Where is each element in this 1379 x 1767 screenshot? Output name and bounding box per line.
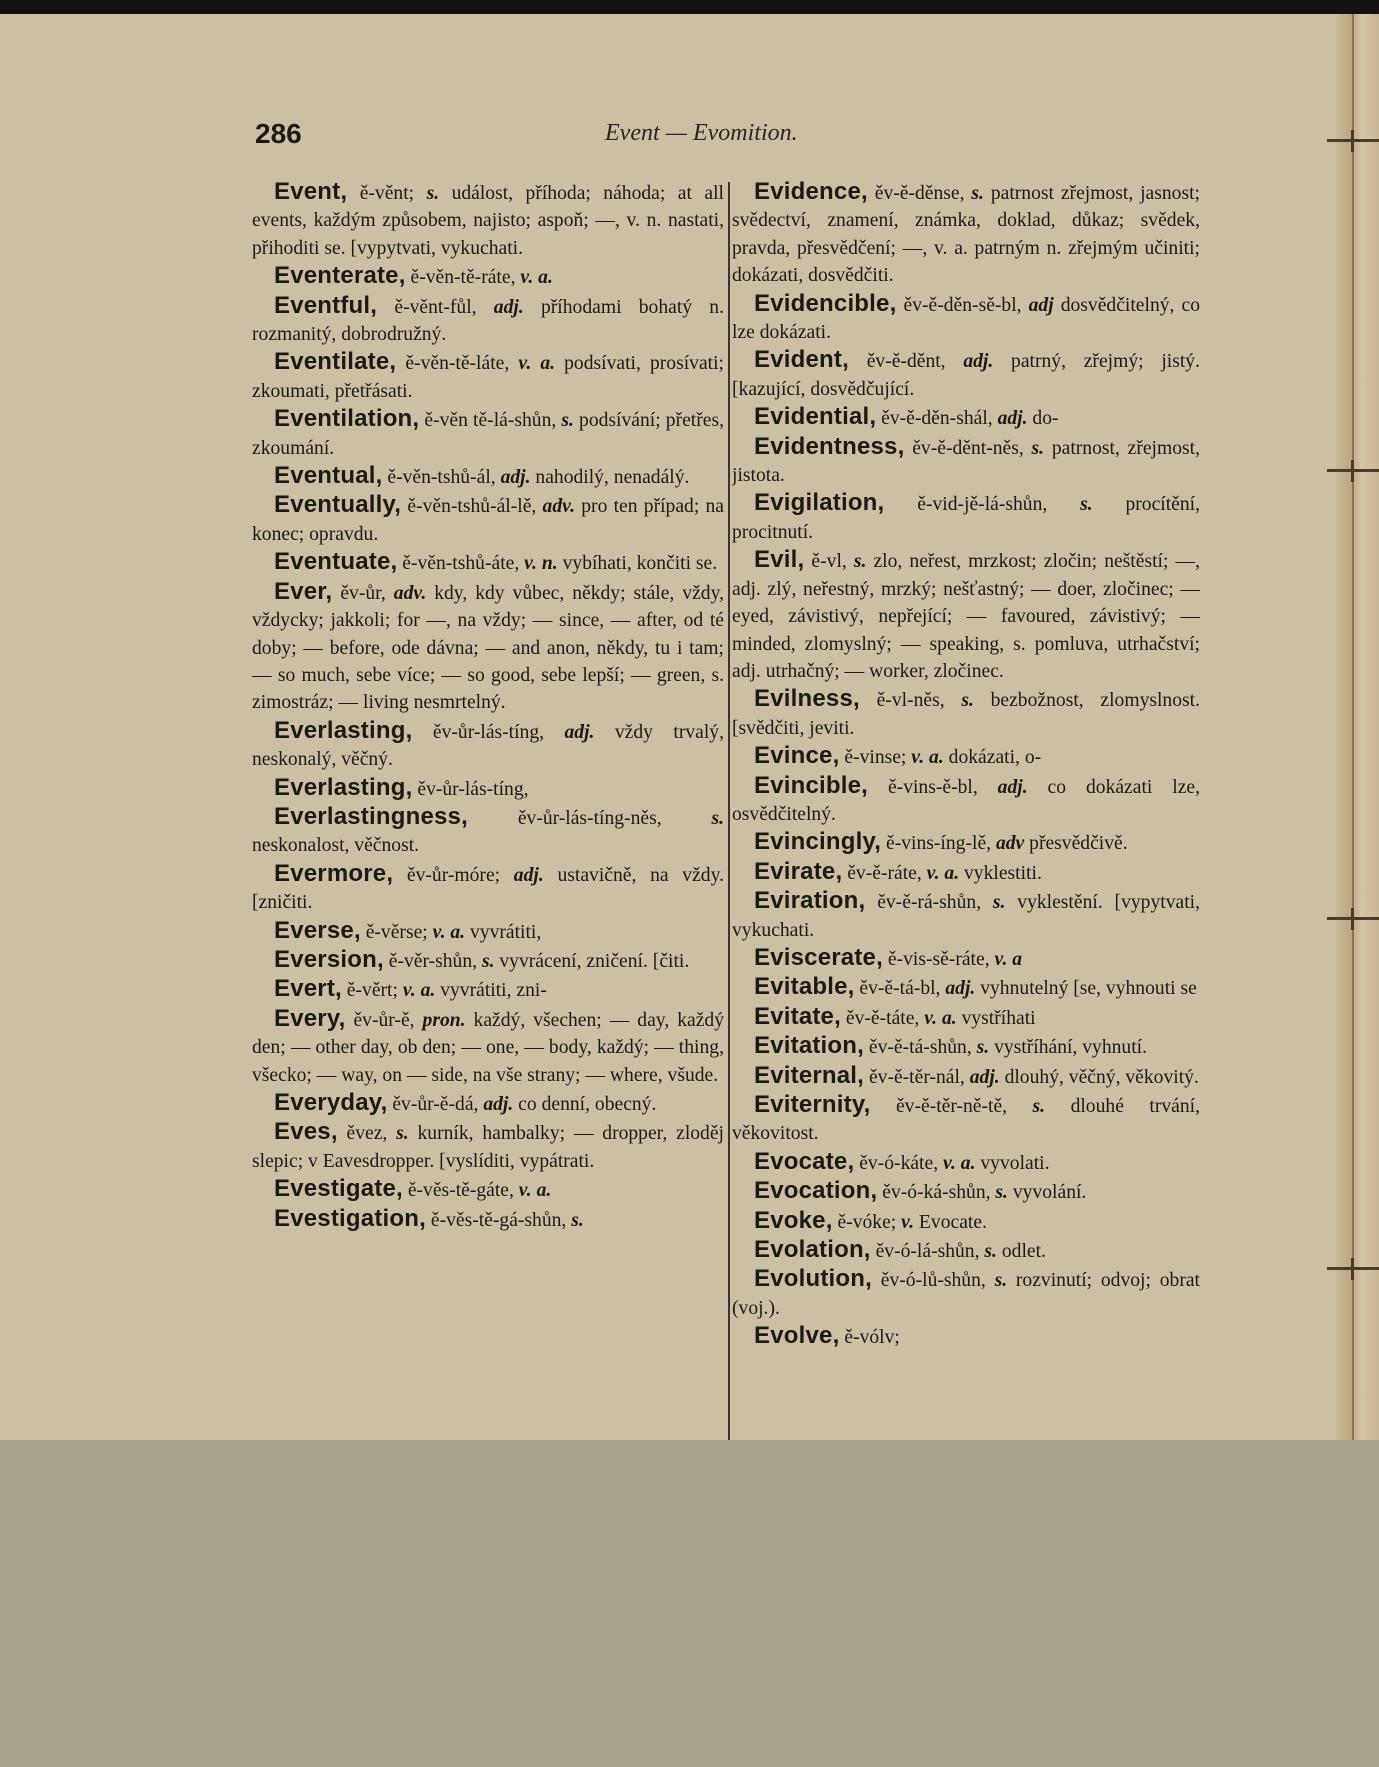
dictionary-entry [252, 975, 724, 1004]
headword: Evolution, [754, 1265, 872, 1293]
pronunciation: ě-věr-shůn, [383, 950, 478, 972]
definition: přesvědčivě. [1024, 833, 1128, 855]
headword: Eviternity, [754, 1091, 871, 1118]
headword: Eviscerate, [754, 943, 883, 971]
headword: Eves, [274, 1118, 338, 1146]
pronunciation: ěv-ě-táte, [840, 1007, 920, 1029]
grammar-label: s. [964, 183, 984, 204]
pronunciation: ě-vins-íng-lě, [881, 833, 992, 855]
grammar-label: adj. [544, 721, 595, 743]
grammar-label: v. a. [938, 1152, 976, 1174]
headword: Eversion, [274, 945, 384, 973]
definition: vyhnutelný [se, vyhnouti se [975, 978, 1197, 1000]
dictionary-entry [732, 178, 1200, 290]
pronunciation: ěv-ó-lů-shůn, [872, 1270, 986, 1292]
definition: bezbožnost, zlomyslnost. [svědčiti, jeviti. [732, 690, 1200, 739]
dictionary-entry [252, 946, 724, 975]
headword: Everse, [274, 916, 361, 944]
headword: Evidence, [754, 178, 868, 205]
grammar-label: adj [1021, 294, 1054, 316]
pronunciation: ěv-ůr-lás-tíng, [412, 778, 529, 800]
dictionary-entry [732, 742, 1200, 771]
definition: patrnost, zřejmost, jistota. [732, 437, 1200, 487]
grammar-label: s. [990, 1182, 1008, 1204]
pronunciation: ě-věnt; [347, 183, 415, 204]
definition: neskonalost, věčnost. [252, 835, 420, 857]
headword: Eventilation, [274, 405, 420, 433]
dictionary-entry [732, 489, 1200, 546]
dictionary-entry [732, 1032, 1200, 1061]
pronunciation: ě-věn-tshů-áte, [397, 553, 520, 575]
headword: Every, [274, 1004, 346, 1032]
pronunciation: ě-vóke; [832, 1211, 897, 1233]
pronunciation: ě-věrt; [341, 980, 398, 1002]
headword: Evocate, [754, 1147, 855, 1175]
definition: co dokázati lze, osvědčitelný. [732, 776, 1200, 825]
registration-mark-icon [1327, 1258, 1379, 1280]
grammar-label: adv. [385, 582, 427, 604]
definition: vyvrátiti, [465, 921, 542, 943]
pronunciation: ěv-ě-děnt-něs, [904, 437, 1024, 459]
definition: nahodilý, nenadálý. [530, 467, 690, 489]
pronunciation: ě-vinse; [839, 747, 907, 769]
headword: Evilness, [754, 685, 860, 713]
pronunciation: ě-věnt-fůl, [377, 296, 477, 318]
pronunciation: ěv-ě-děn-sě-bl, [896, 294, 1022, 316]
headword: Evident, [754, 346, 849, 374]
pronunciation: ě-vins-ě-bl, [868, 776, 978, 798]
definition: ustavičně, na vždy. [zničiti. [252, 864, 724, 914]
registration-mark-icon [1327, 908, 1379, 930]
definition: dokázati, o- [943, 747, 1042, 769]
definition: pro ten případ; na konec; opravdu. [252, 496, 724, 545]
definition: vyvrátiti, zni- [435, 980, 547, 1002]
dictionary-entry [252, 860, 724, 917]
headword: Evermore, [274, 859, 394, 887]
grammar-label: v. a. [919, 1007, 957, 1029]
grammar-label: s. [1023, 437, 1045, 459]
right-column [732, 178, 1200, 1440]
pronunciation: ě-vl, [804, 551, 847, 573]
dictionary-entry [252, 1005, 724, 1089]
dictionary-entry [252, 405, 724, 462]
grammar-label: adj. [940, 978, 976, 1000]
grammar-label: v. a. [397, 980, 436, 1002]
definition: patrný, zřejmý; jistý. [kazující, dosvědčující. [732, 351, 1200, 400]
pronunciation: ěv-ě-ráte, [842, 862, 922, 884]
headword: Everlastingness, [274, 802, 468, 830]
dictionary-entry [252, 491, 724, 548]
dictionary-entry [732, 1062, 1200, 1091]
pronunciation: ěv-ůr, [332, 582, 386, 604]
definition: podsívati, prosívati; zkoumati, přetřásati. [252, 353, 724, 402]
pronunciation: ěv-ě-děnt, [848, 351, 946, 373]
pronunciation: ě-věrse; [360, 921, 428, 943]
grammar-label: v. a. [509, 353, 556, 375]
headword: Eventually, [274, 491, 402, 519]
headword: Evigilation, [754, 489, 885, 517]
definition: dlouhý, věčný, věkovitý. [999, 1066, 1199, 1088]
dictionary-entry [732, 858, 1200, 887]
grammar-label: s. [944, 690, 974, 712]
definition: kdy, kdy vůbec, někdy; stále, vždy, vždycky; jakkoli; for —, na vždy; — since, — after, od té doby; — before, ode dávna; — and anon, někdy, tu i tam; — so much, sebe více; — so good, sebe lepší; — green, s. zimostráz; — living nesmrtelný. [252, 582, 724, 714]
dictionary-entry [732, 944, 1200, 973]
grammar-label: s. [979, 1241, 997, 1263]
pronunciation: ěv-ůr-móre; [393, 864, 501, 886]
column-divider [728, 182, 730, 1440]
pronunciation: ě-věn tě-lá-shůn, [419, 410, 557, 432]
pronunciation: ěv-ě-rá-shůn, [865, 892, 982, 914]
definition: vyvolati. [975, 1152, 1050, 1174]
pronunciation: ěv-ó-ká-shůn, [877, 1182, 991, 1204]
headword: Everlasting, [274, 716, 413, 744]
dictionary-entry [252, 1089, 724, 1118]
headword: Eventuate, [274, 548, 398, 576]
headword: Evidential, [754, 403, 877, 431]
definition: vždy trvalý, neskonalý, věčný. [252, 721, 724, 771]
dictionary-entry [732, 973, 1200, 1002]
pronunciation: ěv-ě-děn-shál, [876, 408, 993, 430]
pronunciation: ě-věn-tshů-ál, [382, 467, 496, 489]
definition: vyvolání. [1007, 1182, 1087, 1204]
definition: dlouhé trvání, věkovitost. [732, 1096, 1200, 1145]
running-head: Event — Evomition. [605, 120, 798, 146]
headword: Ever, [274, 577, 333, 605]
definition: Evocate. [914, 1211, 987, 1233]
grammar-label: adj. [495, 467, 531, 489]
grammar-label: s. [1047, 494, 1093, 516]
definition: rozvinutí; odvoj; obrat (voj.). [732, 1270, 1200, 1319]
grammar-label: s. [981, 892, 1006, 914]
grammar-label: adv. [536, 496, 576, 518]
dictionary-entry [252, 348, 724, 405]
dictionary-entry [732, 403, 1200, 432]
dictionary-entry [252, 178, 724, 262]
pronunciation: ě-vl-něs, [859, 690, 945, 712]
headword: Evitation, [754, 1032, 865, 1060]
grammar-label: adj. [945, 351, 994, 373]
grammar-label: s. [971, 1037, 990, 1059]
definition: odlet. [996, 1241, 1046, 1263]
dictionary-entry [252, 262, 724, 291]
dictionary-entry [732, 290, 1200, 347]
dictionary-entry [252, 917, 724, 946]
dictionary-entry [732, 433, 1200, 490]
grammar-label: v. a. [427, 921, 466, 943]
grammar-label: v. a. [515, 267, 553, 289]
page-header [255, 118, 855, 154]
pronunciation: ěv-ě-těr-ně-tě, [870, 1096, 1008, 1117]
grammar-label: v. a. [513, 1180, 552, 1202]
dictionary-entry [732, 772, 1200, 829]
definition: vyklestění. [vypytvati, vykuchati. [732, 892, 1200, 941]
grammar-label: s. [661, 807, 724, 829]
dictionary-entry [732, 1322, 1200, 1351]
headword: Evincingly, [754, 828, 882, 856]
grammar-label: s. [477, 950, 495, 972]
grammar-label: s. [566, 1209, 584, 1231]
pronunciation: ěv-ůr-lás-tíng-něs, [467, 807, 662, 829]
dictionary-entry [252, 548, 724, 577]
grammar-label: v. n. [519, 553, 558, 575]
headword: Evert, [274, 975, 342, 1003]
headword: Evidencible, [754, 289, 897, 317]
grammar-label: v. [896, 1211, 915, 1233]
page-gutter-edge [1336, 14, 1379, 1440]
grammar-label: s. [387, 1123, 409, 1145]
dictionary-entry [732, 1091, 1200, 1148]
registration-mark-icon [1327, 130, 1379, 152]
grammar-label: v. a. [921, 862, 960, 884]
pronunciation: ěv-ě-těr-nál, [864, 1066, 965, 1088]
headword: Eviration, [754, 887, 866, 915]
dictionary-entry [732, 346, 1200, 403]
grammar-label: adj. [964, 1066, 1000, 1088]
pronunciation: ěv-ůr-ě, [345, 1009, 415, 1031]
dictionary-entry [252, 774, 724, 803]
definition: dosvědčitelný, co lze dokázati. [732, 294, 1200, 344]
grammar-label: s. [1007, 1096, 1046, 1117]
dictionary-entry [252, 1118, 724, 1175]
definition: podsívání; přetřes, zkoumání. [252, 410, 724, 459]
pronunciation: ěv-ó-káte, [854, 1152, 939, 1174]
definition: vystříhání, vyhnutí. [989, 1037, 1148, 1059]
definition: každý, všechen; — day, každý den; — other day, ob den; — one, — body, každý; — thing, všecko; — way, on — side, na vše strany; — where, všude. [252, 1009, 724, 1086]
grammar-label: adv [991, 833, 1025, 855]
headword: Evestigate, [274, 1175, 403, 1203]
gutter-line [1352, 14, 1354, 1440]
page-number: 286 [255, 118, 302, 149]
pronunciation: ěv-ě-děnse, [867, 183, 965, 204]
headword: Evil, [754, 546, 805, 574]
pronunciation: ěv-ě-tá-bl, [854, 978, 941, 1000]
dictionary-entry [732, 1148, 1200, 1177]
headword: Evocation, [754, 1177, 878, 1205]
pronunciation: ěv-ě-tá-shůn, [864, 1037, 972, 1059]
dictionary-entry [732, 1177, 1200, 1206]
definition: do- [1027, 408, 1059, 430]
grammar-label: adj. [476, 296, 524, 318]
dictionary-entry [252, 292, 724, 349]
headword: Evolation, [754, 1236, 871, 1264]
pronunciation: ěvez, [337, 1123, 388, 1145]
dictionary-entry [732, 1236, 1200, 1265]
pronunciation: ě-věs-tě-gá-shůn, [425, 1209, 567, 1231]
headword: Evitate, [754, 1002, 841, 1030]
grammar-label: s. [985, 1270, 1008, 1292]
pronunciation: ěv-ůr-ě-dá, [387, 1094, 479, 1115]
definition: co denní, obecný. [513, 1094, 657, 1115]
pronunciation: ě-věn-tshů-ál-lě, [401, 496, 537, 518]
dictionary-entry [732, 546, 1200, 685]
definition: procítění, procitnutí. [732, 494, 1200, 543]
grammar-label: adj. [478, 1094, 514, 1115]
headword: Eventual, [274, 462, 383, 490]
grammar-label: adj. [500, 864, 544, 886]
scan-background [0, 1440, 1379, 1767]
grammar-label: v. a. [906, 747, 944, 769]
definition: vystříhati [956, 1007, 1036, 1029]
headword: Eventilate, [274, 348, 397, 376]
definition: vyvrácení, zničení. [čiti. [494, 950, 690, 972]
grammar-label: s. [846, 551, 867, 573]
headword: Evestigation, [274, 1204, 426, 1232]
dictionary-entry [252, 578, 724, 717]
dictionary-entry [732, 685, 1200, 742]
dictionary-entry [252, 1205, 724, 1234]
dictionary-entry [732, 1003, 1200, 1032]
definition: vyklestiti. [959, 862, 1042, 884]
grammar-label: pron. [414, 1009, 466, 1031]
pronunciation: ěv-ůr-lás-tíng, [412, 721, 545, 743]
pronunciation: ě-vólv; [839, 1327, 900, 1349]
headword: Evidentness, [754, 432, 905, 460]
pronunciation: ě-věs-tě-gáte, [402, 1180, 514, 1202]
dictionary-entry [732, 828, 1200, 857]
definition: patrnost zřejmost, jasnost; svědectví, znamení, známka, doklad, důkaz; svědek, pravda, přesvědčení; —, v. a. patrným n. zřejmým učiniti; dokázati, dosvědčiti. [732, 183, 1200, 287]
definition: zlo, neřest, mrzkost; zločin; neštěstí; —, adj. zlý, neřestný, mrzký; nešťastný; — doer, zločinec; — eyed, závistivý, nepřející; — favoured, závistivý; — minded, zlomyslný; — speaking, s. pomluva, utrhačství; adj. utrhačný; — worker, zločinec. [732, 551, 1200, 682]
dictionary-entry [732, 887, 1200, 944]
dictionary-entry [732, 1207, 1200, 1236]
dictionary-entry [252, 803, 724, 860]
headword: Evoke, [754, 1206, 833, 1234]
headword: Evince, [754, 742, 840, 770]
headword: Everyday, [274, 1089, 388, 1116]
grammar-label: s. [414, 183, 440, 204]
headword: Everlasting, [274, 773, 413, 801]
grammar-label: v. a [989, 948, 1023, 970]
registration-mark-icon [1327, 460, 1379, 482]
headword: Evirate, [754, 857, 843, 885]
grammar-label: adj. [992, 408, 1028, 430]
definition: příhodami bohatý n. rozmanitý, dobrodružný. [252, 296, 724, 346]
pronunciation: ě-vid-jě-lá-shůn, [884, 494, 1048, 516]
dictionary-entry [732, 1265, 1200, 1322]
scan-top-border [0, 0, 1379, 14]
headword: Eviternal, [754, 1061, 865, 1089]
pronunciation: ě-věn-tě-láte, [396, 353, 510, 375]
grammar-label: adj. [977, 776, 1028, 798]
definition: kurník, hambalky; — dropper, zloděj slepic; v Eavesdropper. [vyslíditi, vypátrati. [252, 1123, 724, 1172]
headword: Evitable, [754, 973, 855, 1001]
headword: Event, [274, 178, 348, 205]
definition: vybíhati, končiti se. [557, 553, 718, 575]
dictionary-entry [252, 1175, 724, 1204]
headword: Evincible, [754, 771, 869, 799]
headword: Evolve, [754, 1322, 840, 1350]
dictionary-entry [252, 462, 724, 491]
dictionary-entry [252, 717, 724, 774]
definition: událost, příhoda; náhoda; at all events, každým způsobem, najisto; aspoň; —, v. n. nastati, přihoditi se. [vypytvati, vykuchati. [252, 183, 724, 259]
grammar-label: s. [556, 410, 574, 432]
pronunciation: ěv-ó-lá-shůn, [870, 1241, 980, 1263]
pronunciation: ě-věn-tě-ráte, [405, 267, 516, 289]
headword: Eventerate, [274, 262, 406, 290]
pronunciation: ě-vis-sě-ráte, [882, 948, 990, 970]
headword: Eventful, [274, 291, 378, 319]
left-column [252, 178, 724, 1440]
